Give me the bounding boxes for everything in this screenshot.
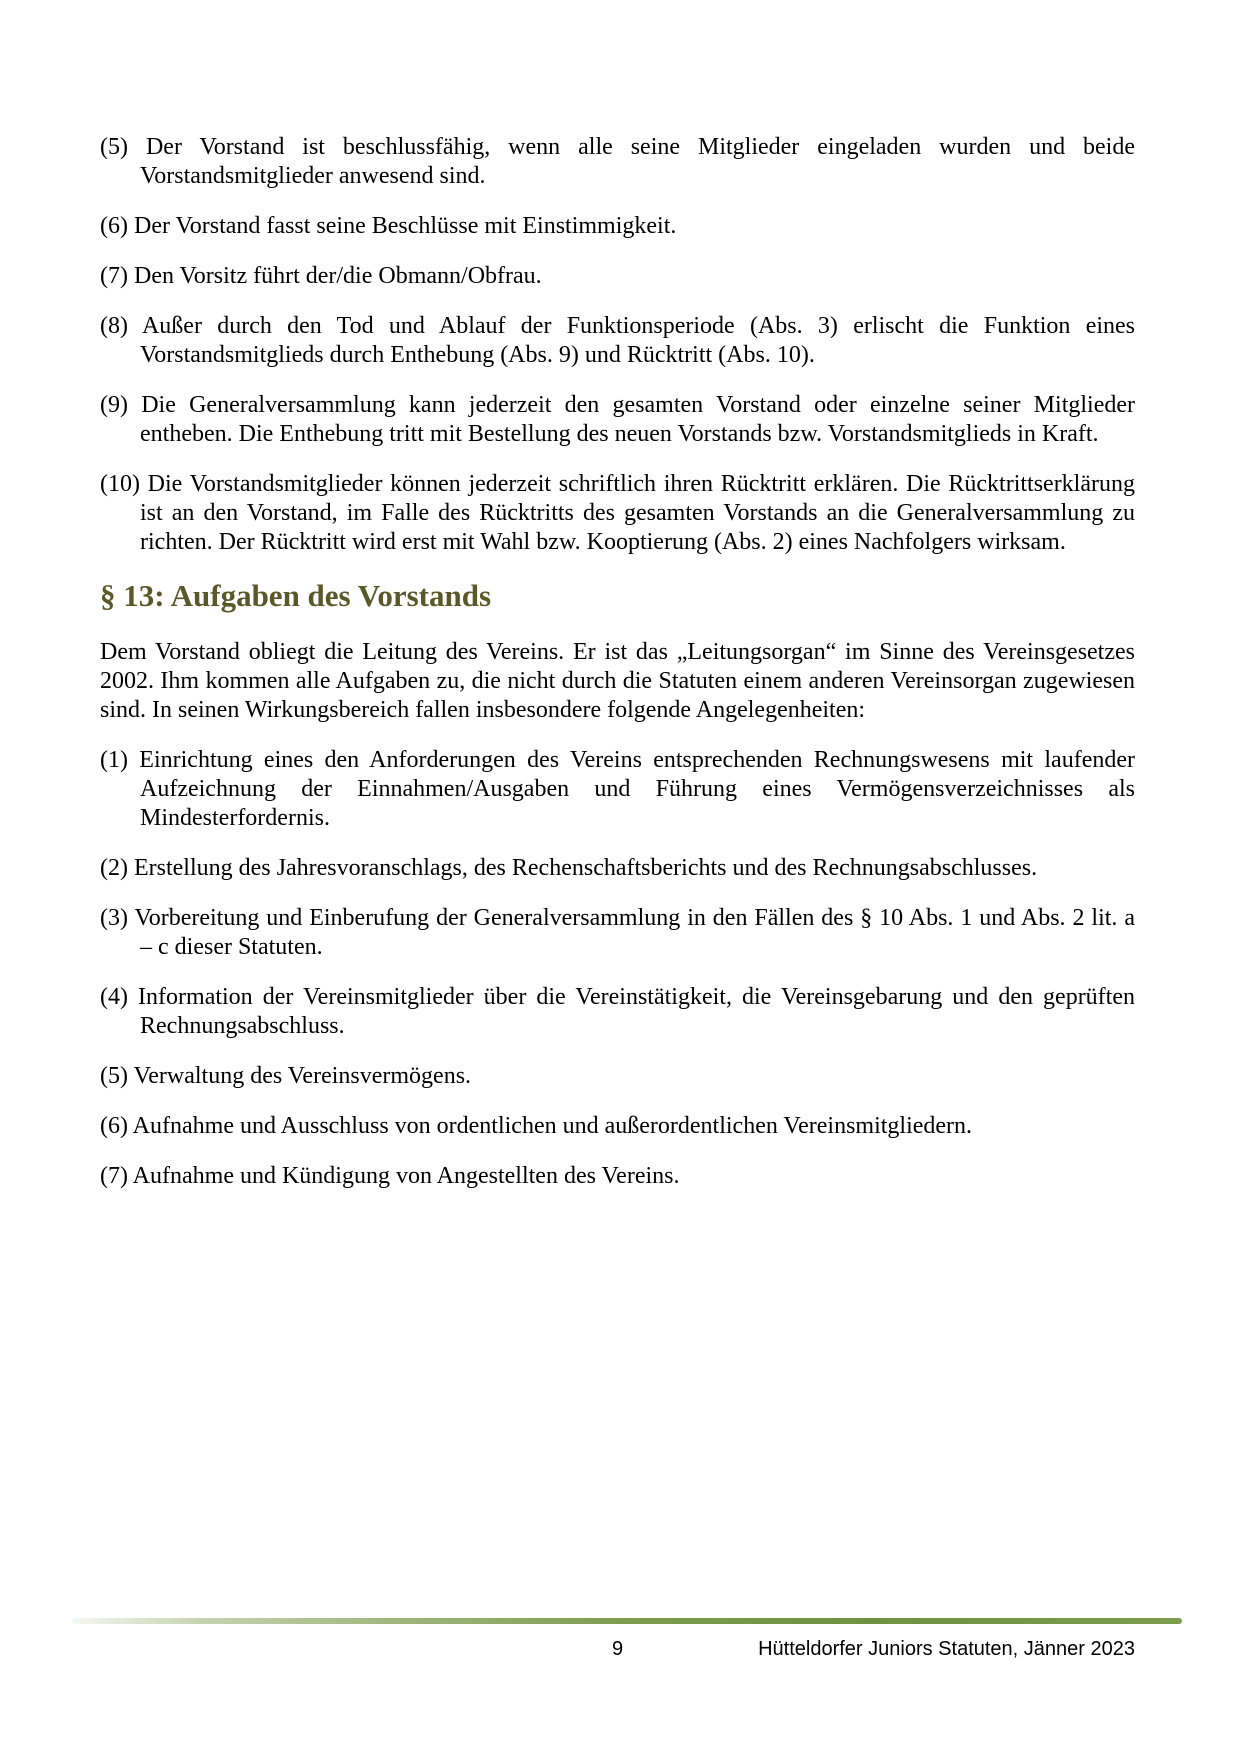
list-item (100, 1062, 1135, 1091)
item-number: (5) (100, 134, 128, 160)
item-text: Aufnahme und Ausschluss von ordentlichen und außerordentlichen Vereinsmitgliedern. (132, 1113, 973, 1139)
footer-divider-rule (72, 1618, 1182, 1624)
item-text: Einrichtung eines den Anforderungen des Vereins entsprechenden Rechnungswesens mit laufender Aufzeichnung der Einnahmen/Ausgaben und Führung eines Vermögensverzeichnisses als Mindesterfordernis. (139, 747, 1135, 831)
list-item (100, 904, 1135, 962)
list-item (100, 983, 1135, 1041)
item-number: (7) (100, 1163, 128, 1189)
list-item (100, 262, 1135, 291)
item-text: Den Vorsitz führt der/die Obmann/Obfrau. (133, 263, 542, 289)
page-content (100, 133, 1135, 1212)
item-number: (6) (100, 213, 128, 239)
item-text: Verwaltung des Vereinsvermögens. (133, 1063, 472, 1089)
item-text: Außer durch den Tod und Ablauf der Funktionsperiode (Abs. 3) erlischt die Funktion eines Vorstandsmitglieds durch Enthebung (Abs. 9) und Rücktritt (Abs. 10). (140, 313, 1135, 368)
item-text: Aufnahme und Kündigung von Angestellten des Vereins. (132, 1163, 680, 1189)
item-text: Der Vorstand ist beschlussfähig, wenn alle seine Mitglieder eingeladen wurden und beide Vorstandsmitglieder anwesend sind. (140, 134, 1136, 189)
item-number: (9) (100, 392, 128, 418)
list-item (100, 1112, 1135, 1141)
section-intro-paragraph: Dem Vorstand obliegt die Leitung des Vereins. Er ist das „Leitungsorgan“ im Sinne des Vereinsgesetzes 2002. Ihm kommen alle Aufgaben zu, die nicht durch die Statuten einem anderen Vereinsorgan zugewiesen sind. In seinen Wirkungsbereich fallen insbesondere folgende Angelegenheiten: (100, 639, 1135, 723)
item-number: (6) (100, 1113, 128, 1139)
section-heading: § 13: Aufgaben des Vorstands (100, 578, 492, 613)
list-item (100, 746, 1135, 833)
list-item (100, 312, 1135, 370)
list-item (100, 212, 1135, 241)
item-text: Die Vorstandsmitglieder können jederzeit schriftlich ihren Rücktritt erklären. Die Rücktrittserklärung ist an den Vorstand, im Falle des Rücktritts des gesamten Vorstands an die Generalversammlung zu richten. Der Rücktritt wird erst mit Wahl bzw. Kooptierung (Abs. 2) eines Nachfolgers wirksam. (140, 471, 1135, 555)
item-number: (5) (100, 1063, 128, 1089)
item-number: (10) (100, 471, 140, 497)
item-text: Erstellung des Jahresvoranschlags, des Rechenschaftsberichts und des Rechnungsabschlusses. (133, 855, 1038, 881)
list-item (100, 133, 1135, 191)
page-footer (100, 1636, 1135, 1662)
list-item (100, 470, 1135, 557)
item-number: (3) (100, 905, 128, 931)
page-number: 9 (611, 1638, 624, 1660)
list-item (100, 391, 1135, 449)
list-item (100, 1162, 1135, 1191)
item-number: (8) (100, 313, 128, 339)
item-text: Vorbereitung und Einberufung der Generalversammlung in den Fällen des § 10 Abs. 1 und Abs. 2 lit. a – c dieser Statuten. (134, 905, 1135, 960)
item-number: (7) (100, 263, 128, 289)
item-text: Der Vorstand fasst seine Beschlüsse mit Einstimmigkeit. (133, 213, 677, 239)
list-item (100, 854, 1135, 883)
item-number: (1) (100, 747, 128, 773)
item-number: (4) (100, 984, 128, 1010)
footer-document-label: Hütteldorfer Juniors Statuten, Jänner 2023 (758, 1638, 1135, 1660)
item-text: Information der Vereinsmitglieder über die Vereinstätigkeit, die Vereinsgebarung und den geprüften Rechnungsabschluss. (138, 984, 1135, 1039)
item-number: (2) (100, 855, 128, 881)
item-text: Die Generalversammlung kann jederzeit den gesamten Vorstand oder einzelne seiner Mitglieder entheben. Die Enthebung tritt mit Bestellung des neuen Vorstands bzw. Vorstandsmitglieds in Kraft. (140, 392, 1135, 447)
